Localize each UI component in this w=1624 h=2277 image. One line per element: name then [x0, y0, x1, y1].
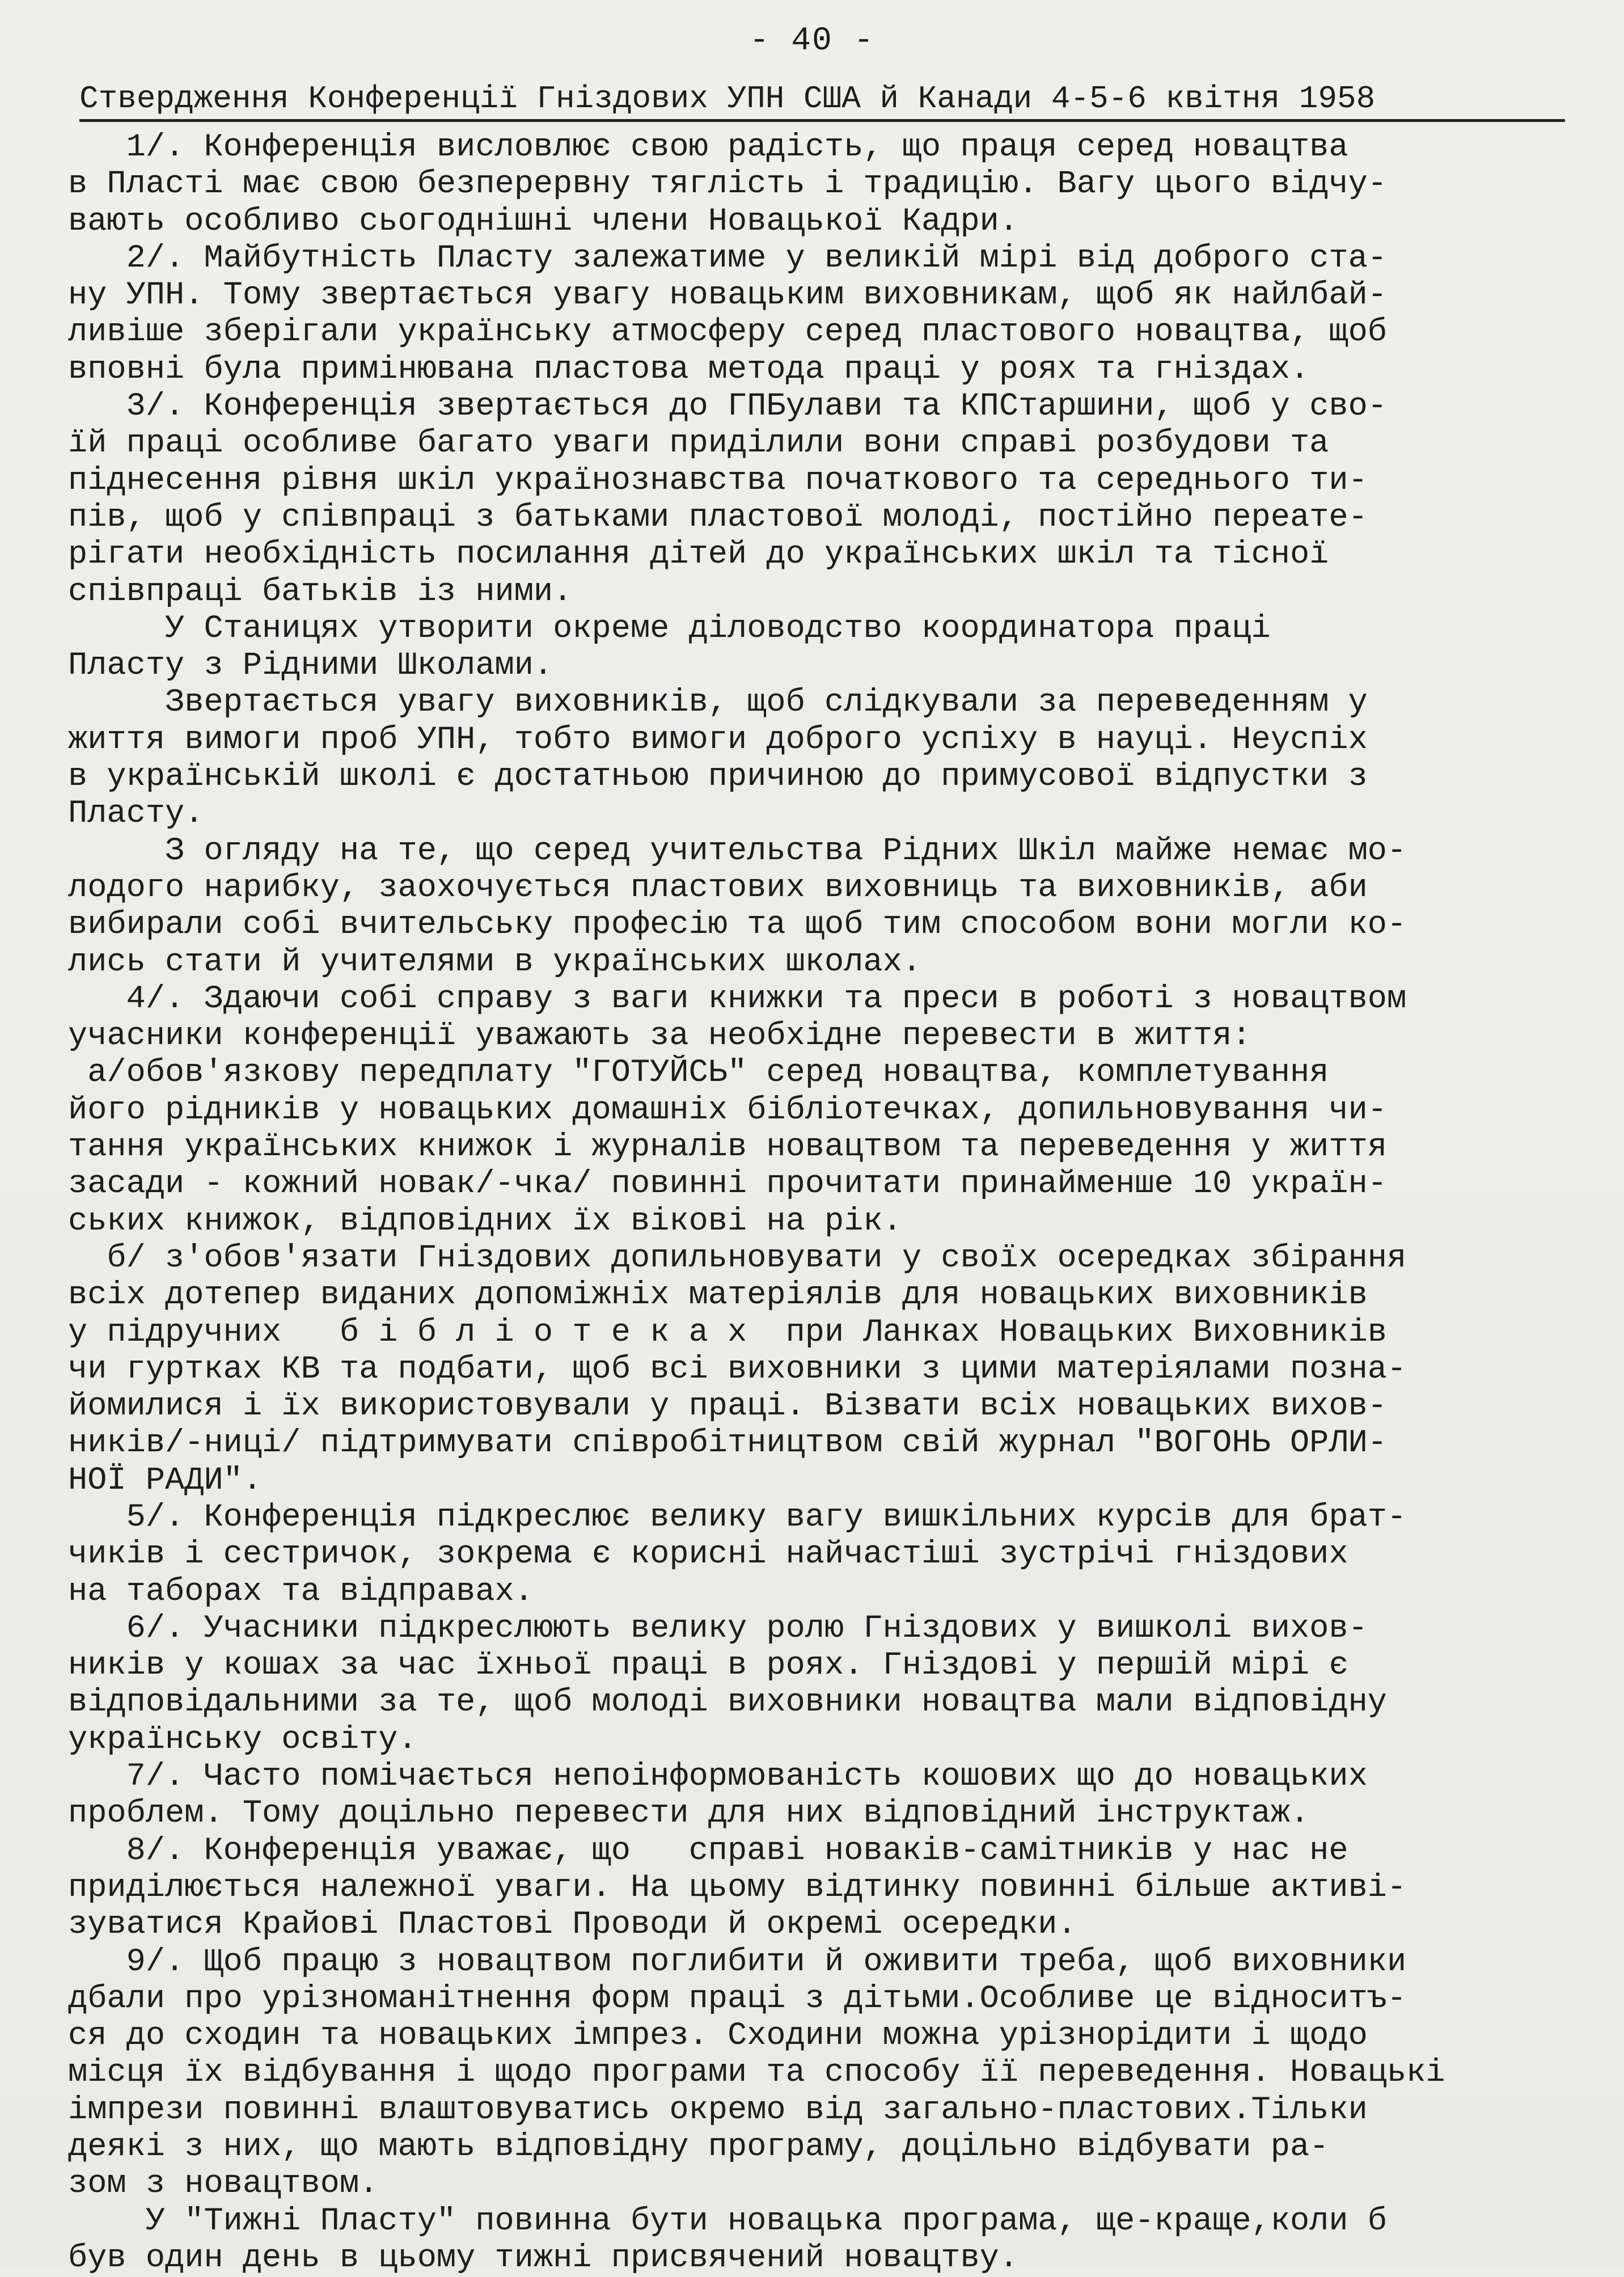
text-line: життя вимоги проб УПН, тобто вимоги доброго успіху в науці. Неуспіх — [68, 721, 1368, 758]
text-line: ників/-ниці/ підтримувати співробітництвом свій журнал "ВОГОНЬ ОРЛИ- — [68, 1425, 1387, 1462]
text-line: проблем. Тому доцільно перевести для них відповідний інструктаж. — [68, 1796, 1310, 1832]
text-line: НОЇ РАДИ". — [68, 1462, 263, 1499]
text-line: 9/. Щоб працю з новацтвом поглибити й оживити треба, щоб виховники — [68, 1944, 1407, 1980]
text-line: був один день в цьому тижні присвячений новацтву. — [68, 2240, 1019, 2276]
text-line: 6/. Учасники підкреслюють велику ролю Гніздових у вишколі вихов- — [68, 1610, 1368, 1647]
text-line: вають особливо сьогоднішні члени Новацької Кадри. — [68, 203, 1019, 240]
text-line: чиків і сестричок, зокрема є корисні найчастіші зустрічі гніздових — [68, 1536, 1348, 1573]
text-line: 8/. Конференція уважає, що справі новаків-самітників у нас не — [68, 1832, 1348, 1869]
text-line: зуватися Крайові Пластові Проводи й окремі осередки. — [68, 1907, 1077, 1944]
text-line: його рідників у новацьких домашніх бібліотечках, допильновування чи- — [68, 1092, 1387, 1129]
text-line: співпраці батьків із ними. — [68, 573, 573, 610]
text-line: зом з новацтвом. — [68, 2166, 379, 2203]
text-line: їй праці особливе багато уваги приділили вони справі розбудови та — [68, 425, 1329, 462]
document-body — [68, 129, 1576, 2277]
text-line: ну УПН. Тому звертається увагу новацьким виховникам, щоб як найлбай- — [68, 277, 1387, 314]
text-line: лись стати й учителями в українських школах. — [68, 944, 922, 981]
text-line: у підручних б і б л і о т е к а х при Ланках Новацьких Виховників — [68, 1314, 1387, 1351]
text-line: 1/. Конференція висловлює свою радість, що праця серед новацтва — [68, 129, 1348, 166]
text-line: Звертається увагу виховників, щоб слідкували за переведенням у — [68, 685, 1368, 721]
text-line: місця їх відбування і щодо програми та способу її переведення. Новацькі — [68, 2055, 1445, 2092]
text-line: 3/. Конференція звертається до ГПБулави та КПСтаршини, щоб у сво- — [68, 388, 1387, 425]
text-line: учасники конференції уважають за необхідне перевести в життя: — [68, 1018, 1251, 1055]
text-line: У "Тижні Пласту" повинна бути новацька програма, ще-краще,коли б — [68, 2203, 1387, 2240]
text-line: на таборах та відправах. — [68, 1573, 534, 1610]
text-line: рігати необхідність посилання дітей до українських шкіл та тісної — [68, 536, 1329, 573]
text-line: тання українських книжок і журналів новацтвом та переведення у життя — [68, 1129, 1387, 1166]
text-line: З огляду на те, що серед учительства Рідних Шкіл майже немає мо- — [68, 833, 1407, 869]
text-line: б/ з'обов'язати Гніздових допильновувати у своїх осередках збірання — [68, 1240, 1407, 1277]
text-line: лодого нарибку, заохочується пластових виховниць та виховників, аби — [68, 869, 1368, 906]
text-line: ників у кошах за час їхньої праці в роях. Гніздові у першій мірі є — [68, 1647, 1348, 1684]
text-line: 4/. Здаючи собі справу з ваги книжки та преси в роботі з новацтвом — [68, 981, 1407, 1017]
document-title: Ствердження Конференції Гніздових УПН США й Канади 4-5-6 квітня 1958 — [79, 81, 1565, 122]
text-line: 2/. Майбутність Пласту залежатиме у великій мірі від доброго ста- — [68, 240, 1387, 277]
text-line: ливіше зберігали українську атмосферу серед пластового новацтва, щоб — [68, 314, 1387, 351]
text-line: 5/. Конференція підкреслює велику вагу вишкільних курсів для брат- — [68, 1499, 1407, 1536]
text-line: деякі з них, що мають відповідну програму, доцільно відбувати ра- — [68, 2129, 1329, 2166]
text-line: ських книжок, відповідних їх вікові на рік. — [68, 1203, 902, 1240]
text-line: ся до сходин та новацьких імпрез. Сходини можна урізнорідити і щодо — [68, 2018, 1368, 2055]
text-line: У Станицях утворити окреме діловодство координатора праці — [68, 610, 1271, 647]
page-number: - 40 - — [749, 23, 875, 60]
text-line: засади - кожний новак/-чка/ повинні прочитати принайменше 10 україн- — [68, 1166, 1387, 1203]
text-line: відповідальними за те, щоб молоді виховники новацтва мали відповідну — [68, 1684, 1387, 1721]
text-line: піднесення рівня шкіл українознавства початкового та середнього ти- — [68, 462, 1368, 499]
text-line: йомилися і їх використовували у праці. Візвати всіх новацьких вихов- — [68, 1388, 1387, 1425]
text-line: пів, щоб у співпраці з батьками пластової молоді, постійно переате- — [68, 499, 1368, 536]
text-line: приділюється належної уваги. На цьому відтинку повинні більше активі- — [68, 1869, 1407, 1906]
text-line: а/обов'язкову передплату "ГОТУЙСЬ" серед новацтва, комплетування — [68, 1055, 1329, 1092]
text-line: вибирали собі вчительську професію та щоб тим способом вони могли ко- — [68, 907, 1407, 944]
text-line: вповні була примінювана пластова метода праці у роях та гніздах. — [68, 351, 1310, 388]
text-line: Пласту з Рідними Школами. — [68, 648, 553, 685]
text-line: чи гуртках КВ та подбати, щоб всі виховники з цими матеріялами позна- — [68, 1351, 1407, 1388]
text-line: в українській школі є достатньою причиною до примусової відпустки з — [68, 759, 1368, 796]
text-line: українську освіту. — [68, 1721, 417, 1758]
text-line: дбали про урізноманітнення форм праці з дітьми.Особливе це відноситъ- — [68, 1980, 1407, 2017]
text-line: імпрези повинні влаштовуватись окремо від загально-пластових.Тільки — [68, 2092, 1368, 2128]
text-line: 7/. Часто помічається непоінформованість кошових що до новацьких — [68, 1759, 1368, 1796]
text-line: Пласту. — [68, 796, 204, 833]
text-line: всіх дотепер виданих допоміжніх матеріялів для новацьких виховників — [68, 1277, 1368, 1314]
text-line: в Пласті має свою безперервну тяглість і традицію. Вагу цього відчу- — [68, 166, 1387, 203]
